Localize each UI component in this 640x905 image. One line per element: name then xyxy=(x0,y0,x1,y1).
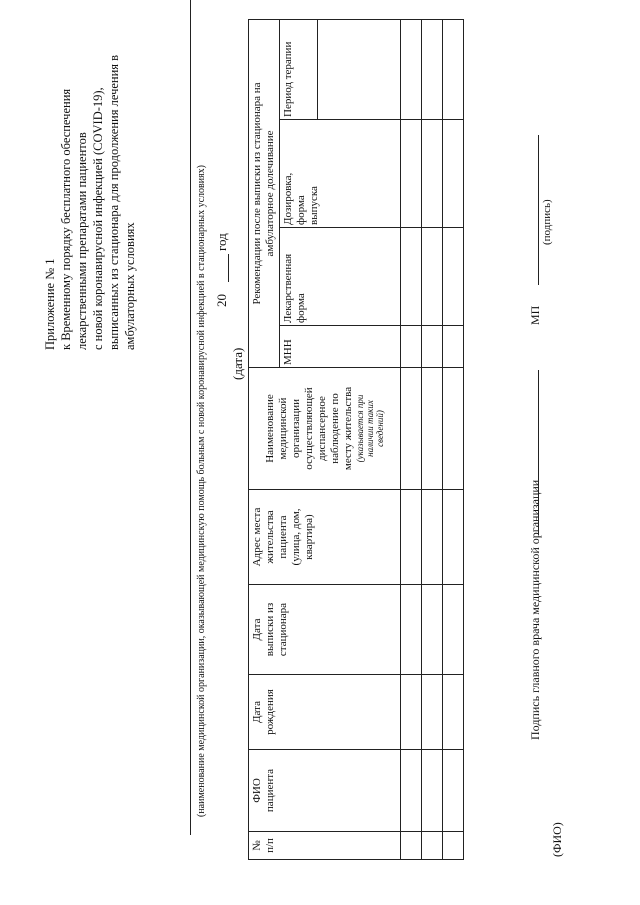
table-row xyxy=(401,20,422,860)
year-blank-line xyxy=(228,254,229,282)
appendix-line: Приложение № 1 xyxy=(43,258,57,350)
column-header-organization xyxy=(249,368,401,490)
column-header-dosage: Дозировка, форма выпуска xyxy=(280,120,401,228)
signature-line-2 xyxy=(538,135,539,285)
appendix-line: выписанных из стационара для продолжения лечения в xyxy=(107,54,121,350)
organization-caption: (наименование медицинской организации, оказывающей медицинскую помощь больным с новой коронавирусной инфекцией в стационарных условиях) xyxy=(196,164,207,817)
organization-name-line xyxy=(190,0,191,835)
appendix-header xyxy=(42,10,138,350)
appendix-line: к Временному порядку бесплатного обеспечения xyxy=(59,88,73,350)
column-header-number: № п/п xyxy=(249,832,401,860)
date-caption: (дата) xyxy=(230,347,245,380)
column-header-organization-note: (указывается при наличии таких сведений) xyxy=(355,394,385,463)
column-header-address: Адрес места жительства пациента (улица, дом, квартира) xyxy=(249,490,401,585)
column-header-discharge-date: Дата выписки из стационара xyxy=(249,585,401,675)
appendix-line: с новой коронавирусной инфекцией (COVID-19), xyxy=(91,87,105,350)
table-row xyxy=(422,20,443,860)
column-header-dosage-form: Лекарственная форма xyxy=(280,228,401,326)
stamp-label: МП xyxy=(528,305,542,325)
fio-caption: (ФИО) xyxy=(550,822,564,857)
column-header-organization-label: Наименование медицинской организации осуществляющей диспансерное наблюдение по месту жительства xyxy=(264,386,354,471)
group-header-recommendations: Рекомендации после выписки из стационара на амбулаторное долечивание xyxy=(249,20,280,368)
patients-table xyxy=(248,19,464,860)
table-row xyxy=(443,20,464,860)
signature-label: Подпись главного врача медицинской организации xyxy=(528,479,542,740)
signature-line xyxy=(538,370,539,535)
year-prefix: 20 xyxy=(214,294,229,307)
column-header-fio: ФИО пациента xyxy=(249,750,401,832)
column-header-birth-date: Дата рождения xyxy=(249,675,401,750)
column-header-therapy-period: Период терапии xyxy=(280,20,318,120)
appendix-line: лекарственными препаратами пациентов xyxy=(75,132,89,350)
year-suffix: год xyxy=(214,233,229,251)
appendix-line: амбулаторных условиях xyxy=(123,222,137,350)
column-header-mnn: МНН xyxy=(280,326,401,368)
therapy-period-empty-cell xyxy=(318,20,401,120)
signature-caption: (подпись) xyxy=(541,199,553,245)
